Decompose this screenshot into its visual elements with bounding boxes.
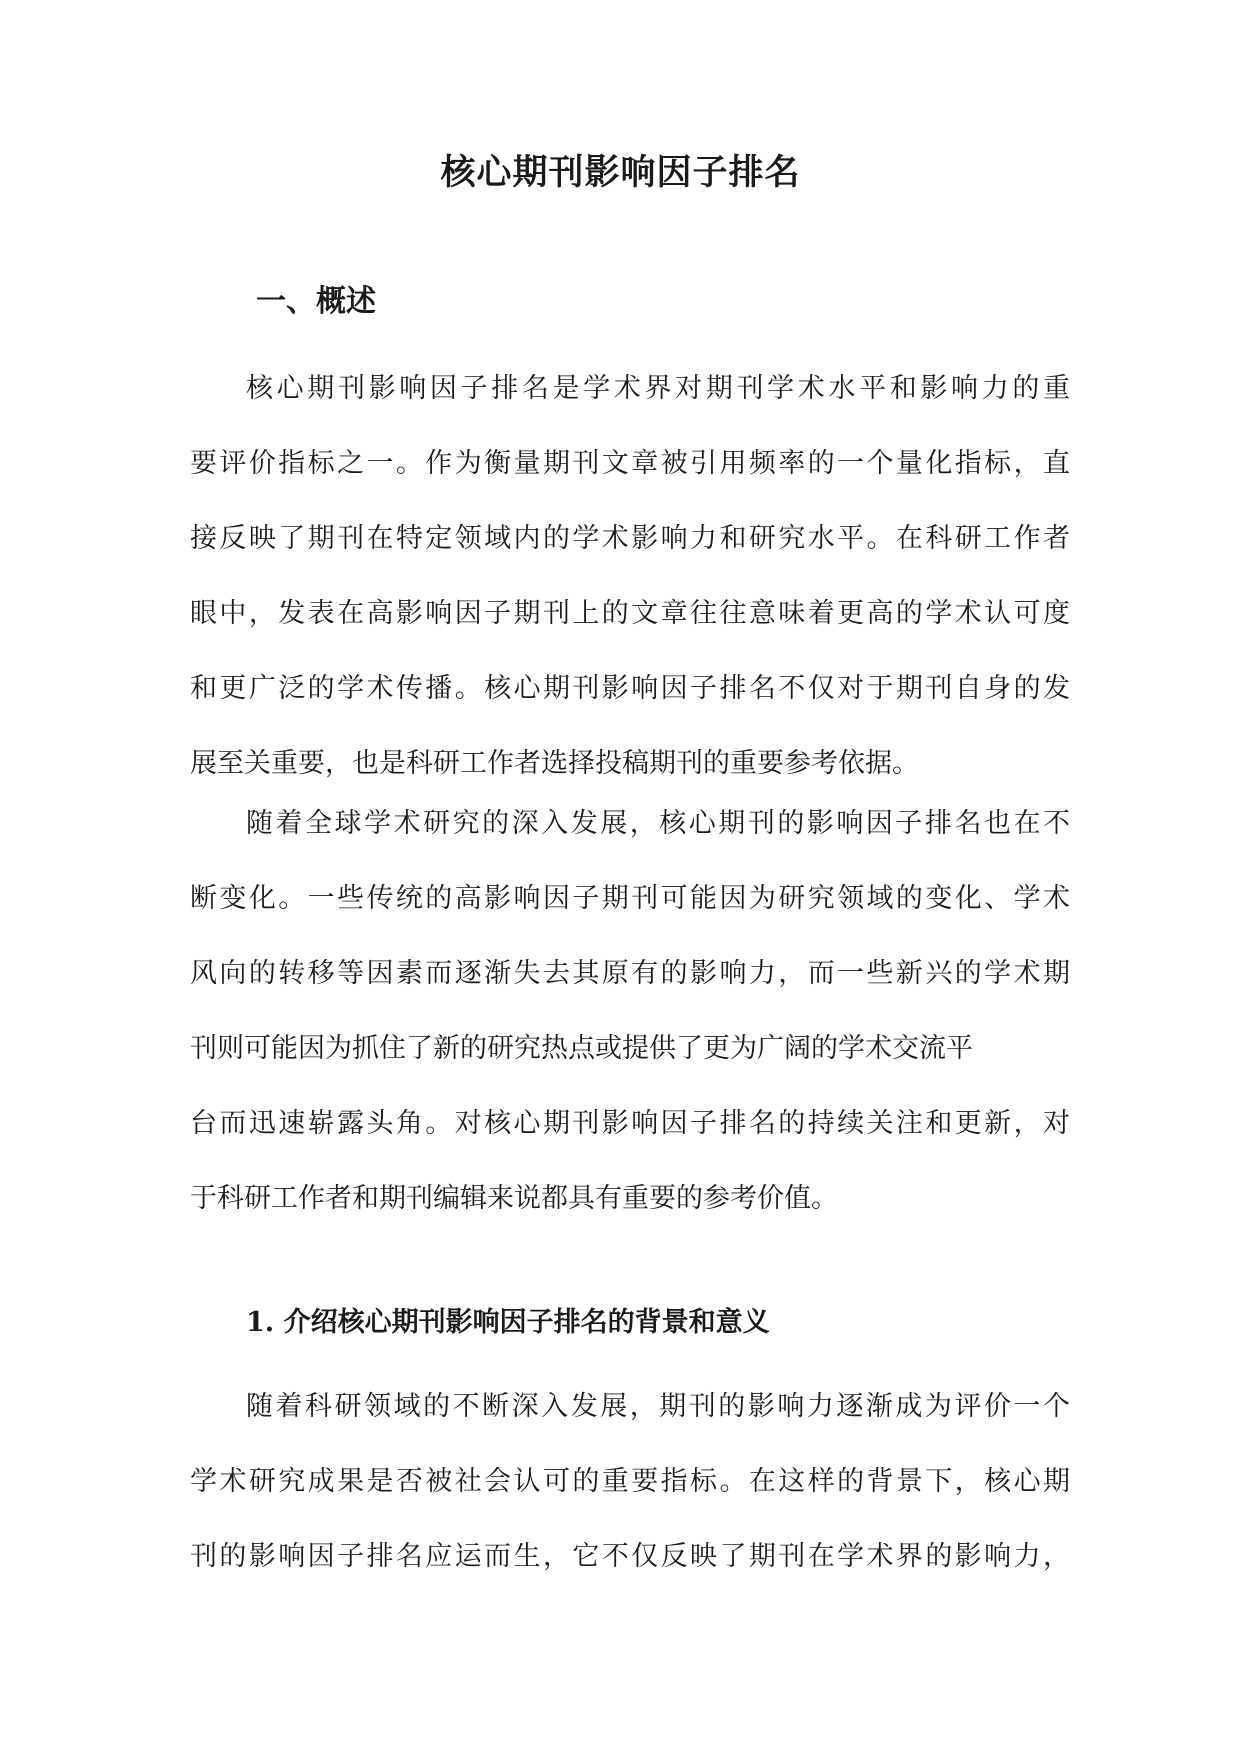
paragraph-line: 刊的影响因子排名应运而生，它不仅反映了期刊在学术界的影响力，: [190, 1541, 1070, 1572]
paragraph-overview-2: [190, 786, 1070, 1236]
paragraph-overview-1: [190, 351, 1070, 801]
paragraph-line: 断变化。一些传统的高影响因子期刊可能因为研究领域的变化、学术: [190, 883, 1070, 914]
paragraph-line: 随着全球学术研究的深入发展，核心期刊的影响因子排名也在不: [246, 808, 1070, 839]
paragraph-line: 学术研究成果是否被社会认可的重要指标。在这样的背景下，核心期: [190, 1466, 1070, 1497]
paragraph-line: 台而迅速崭露头角。对核心期刊影响因子排名的持续关注和更新，对: [190, 1108, 1070, 1139]
document-title: 核心期刊影响因子排名: [440, 152, 801, 193]
paragraph-line: 刊则可能因为抓住了新的研究热点或提供了更为广阔的学术交流平: [190, 1033, 973, 1064]
paragraph-line: 要评价指标之一。作为衡量期刊文章被引用频率的一个量化指标，直: [190, 448, 1070, 479]
paragraph-line: 随着科研领域的不断深入发展，期刊的影响力逐渐成为评价一个: [246, 1391, 1070, 1422]
paragraph-line: 风向的转移等因素而逐渐失去其原有的影响力，而一些新兴的学术期: [190, 958, 1070, 989]
subsection-heading-background: 1. 介绍核心期刊影响因子排名的背景和意义: [246, 1307, 770, 1338]
paragraph-line: 接反映了期刊在特定领域内的学术影响力和研究水平。在科研工作者: [190, 523, 1070, 554]
paragraph-line: 展至关重要，也是科研工作者选择投稿期刊的重要参考依据。: [190, 748, 919, 779]
section-heading-overview: 一、概述: [256, 284, 376, 319]
paragraph-line: 和更广泛的学术传播。核心期刊影响因子排名不仅对于期刊自身的发: [190, 673, 1070, 704]
paragraph-line: 眼中，发表在高影响因子期刊上的文章往往意味着更高的学术认可度: [190, 598, 1070, 629]
paragraph-background-1: [190, 1369, 1070, 1594]
paragraph-line: 核心期刊影响因子排名是学术界对期刊学术水平和影响力的重: [246, 373, 1070, 404]
paragraph-line: 于科研工作者和期刊编辑来说都具有重要的参考价值。: [190, 1183, 838, 1214]
